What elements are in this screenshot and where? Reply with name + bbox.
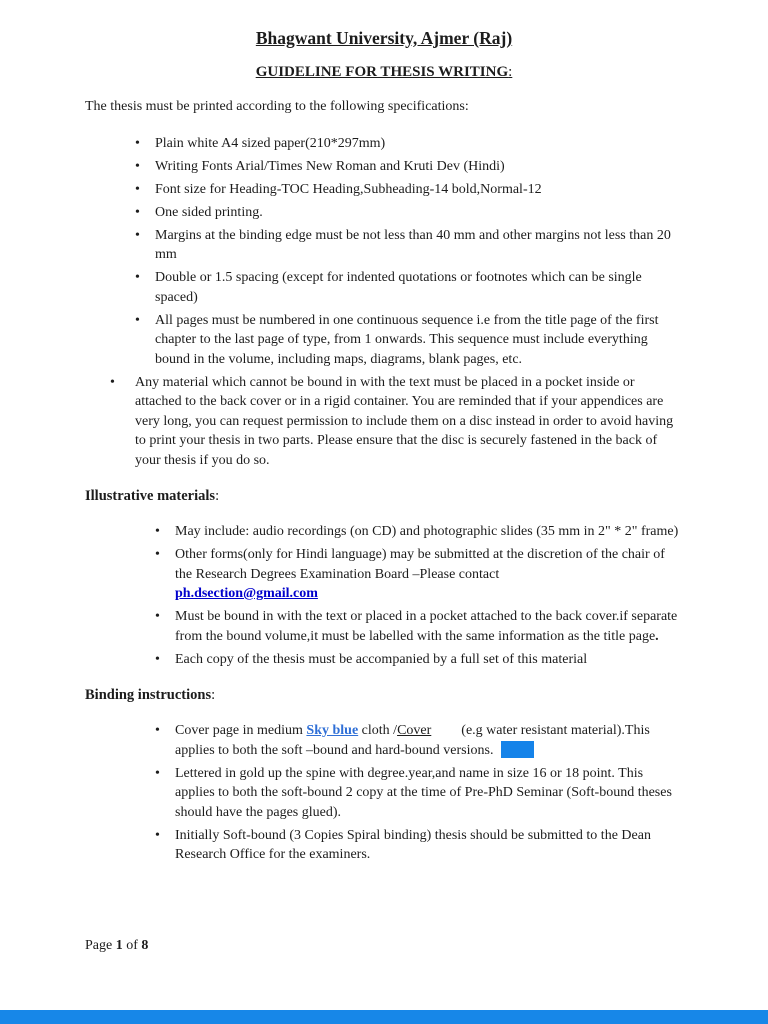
binding-heading-colon: : [211,687,216,703]
bound-text: Must be bound in with the text or placed in a pocket attached to the back cover.if separate from the bound volume,it must be labelled with the same information as the title page [175,609,678,644]
illustrative-heading-colon: : [215,488,220,504]
binding-heading-text: Binding instructions [85,687,212,703]
list-item-text: Initially Soft-bound (3 Copies Spiral binding) thesis should be submitted to the Dean Research Office for the examiners. [175,827,651,862]
list-item-text: Each copy of the thesis must be accompanied by a full set of this material [175,651,588,667]
list-item-text: One sided printing. [155,204,263,220]
list-item [135,134,683,154]
bullet-icon: • [155,609,160,624]
bullet-icon: • [135,181,140,197]
list-item [155,545,683,604]
bullet-icon: • [155,651,160,667]
list-item [155,826,683,865]
bullet-icon: • [135,135,140,151]
list-item [135,311,683,370]
illustrative-heading-text: Illustrative materials [85,488,216,504]
list-item-text: Font size for Heading-TOC Heading,Subheading-14 bold,Normal-12 [155,181,542,197]
sky-blue-link[interactable]: Sky blue [306,723,359,738]
bullet-icon: • [110,374,115,390]
pocket-note-list [85,373,683,471]
list-item-text: May include: audio recordings (on CD) and photographic slides (35 mm in 2" * 2" frame) [175,524,679,539]
contact-text: Other forms(only for Hindi language) may be submitted at the discretion of the chair of the Research Degrees Examination Board –Please contact [175,547,665,582]
bullet-icon: • [155,827,160,843]
email-link[interactable]: ph.dsection@gmail.com [175,586,318,601]
list-item [135,268,683,307]
list-item-text: Writing Fonts Arial/Times New Roman and Kruti Dev (Hindi) [155,158,505,174]
list-item-text: Margins at the binding edge must be not less than 40 mm and other margins not less than 20 mm [155,227,671,262]
binding-instructions-heading [85,687,683,704]
bold-period: . [655,628,659,644]
bullet-icon: • [155,524,160,539]
cover-underlined-word: Cover [397,723,432,738]
illustrative-materials-heading [85,488,683,505]
list-item-text: Plain white A4 sized paper(210*297mm) [155,135,386,151]
bullet-icon: • [135,204,140,220]
specs-list [85,134,683,370]
list-item [155,764,683,823]
binding-list [85,721,683,865]
intro-paragraph: The thesis must be printed according to the following specifications: [85,99,469,114]
list-item-text [175,721,683,760]
list-item-text [175,545,683,604]
list-item-text: Lettered in gold up the spine with degree.year,and name in size 16 or 18 point. This applies to both the soft-bound 2 copy at the time of Pre-PhD Seminar (Soft-bound theses should have the pages glued). [175,765,672,820]
footer-of: of [126,938,138,953]
bullet-icon: • [135,270,140,285]
page-subtitle-colon: : [508,64,513,80]
list-item-text: All pages must be numbered in one continuous sequence i.e from the title page of the first chapter to the last page of type, from 1 onwards. This sequence must include everything bound in the volume, including maps, diagrams, blank pages, etc. [155,312,659,367]
list-item [135,203,683,223]
list-item [135,226,683,265]
list-item-text: Double or 1.5 spacing (except for indented quotations or footnotes which can be single spaced) [155,270,642,305]
bullet-icon: • [155,765,160,781]
bullet-icon: • [135,227,140,243]
list-item [135,157,683,177]
blue-color-swatch [501,741,534,758]
page-subtitle [85,64,683,81]
list-item [155,721,683,760]
list-item [135,180,683,200]
footer-total-pages: 8 [141,938,149,953]
footer-current-page: 1 [115,938,123,953]
cover-seg3: (e.g water resistant material).This applies to both the soft –bound and hard-bound versions. [175,723,650,758]
page-number-footer [85,938,148,954]
cover-seg2: cloth / [358,723,398,738]
footer-label: Page [85,938,113,953]
bullet-icon: • [135,158,140,174]
cover-seg1: Cover page in medium [175,723,307,738]
pocket-note-text: Any material which cannot be bound in with the text must be placed in a pocket inside or attached to the back cover or in a rigid container. You are reminded that if your appendices are very long, you can request permission to include them on a disc instead in order to avoid having to print your thesis in two parts. Please ensure that the disc is securely fastened in the back of your thesis if you do so. [135,374,674,468]
page-title [85,28,683,49]
bullet-icon: • [135,312,140,328]
next-page-edge-bar [0,1010,768,1024]
illustrative-list [85,522,683,669]
page-subtitle-text: GUIDELINE FOR THESIS WRITING [255,64,509,80]
list-item [155,607,683,646]
page-title-text: Bhagwant University, Ajmer (Raj) [255,28,513,48]
list-item [155,650,683,670]
list-item [110,373,683,471]
list-item-text [175,607,683,646]
bullet-icon: • [155,547,160,562]
list-item [155,522,683,542]
bullet-icon: • [155,723,160,738]
